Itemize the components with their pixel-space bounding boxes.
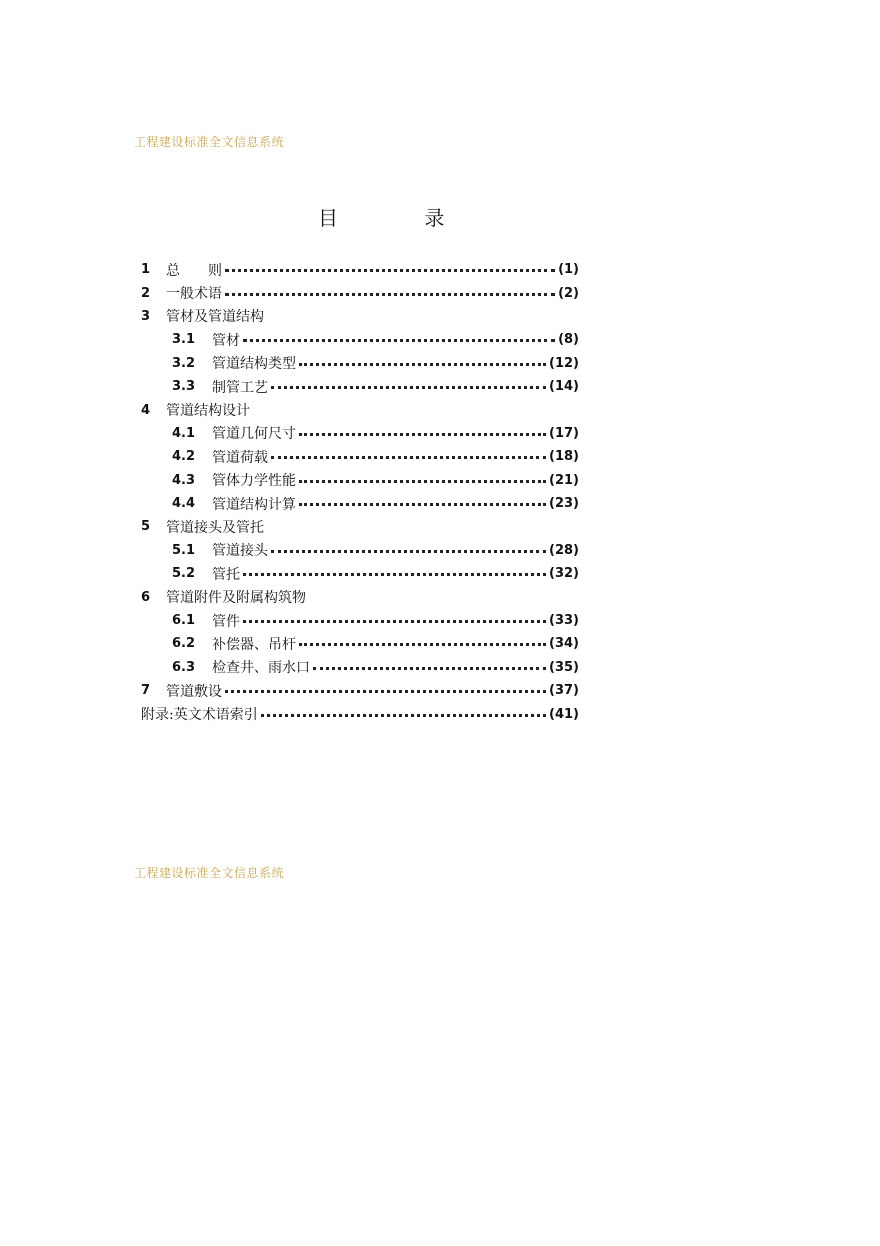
toc-entry-page: (37) (549, 683, 579, 699)
toc-entry[interactable] (141, 398, 579, 421)
toc-entry-page: (2) (558, 285, 579, 301)
toc-entry-label: 管材及管道结构 (166, 309, 264, 326)
toc-entry[interactable] (141, 609, 579, 632)
toc-entry[interactable] (141, 656, 579, 679)
toc-entry[interactable] (141, 422, 579, 445)
toc-entry-label: 附录:英文术语索引 (141, 707, 258, 724)
toc-entry-number: 4 (141, 402, 151, 418)
toc-entry-number: 3.1 (172, 332, 196, 348)
toc-entry-page: (1) (558, 262, 579, 278)
toc-entry-page: (8) (558, 332, 579, 348)
toc-entry-number: 4.4 (172, 496, 196, 512)
toc-entry-page: (35) (549, 659, 579, 675)
table-of-contents (141, 258, 579, 726)
toc-entry-label: 检查井、雨水口 (212, 660, 310, 677)
toc-entry-number: 4.1 (172, 425, 196, 441)
toc-entry[interactable] (141, 281, 579, 304)
toc-entry[interactable] (141, 702, 579, 725)
dot-leader (225, 293, 555, 296)
toc-entry[interactable] (141, 258, 579, 281)
toc-entry-label: 管道荷载 (212, 449, 268, 466)
toc-entry-page: (14) (549, 379, 579, 395)
toc-entry[interactable] (141, 585, 579, 608)
toc-entry-page: (33) (549, 613, 579, 629)
dot-leader (261, 714, 546, 717)
page-title: 目 录 (318, 206, 485, 230)
toc-entry-label: 管道结构设计 (166, 403, 250, 420)
toc-entry-label: 管托 (212, 566, 240, 583)
toc-entry-number: 3.2 (172, 355, 196, 371)
toc-entry-page: (28) (549, 542, 579, 558)
dot-leader (243, 620, 546, 623)
toc-entry[interactable] (141, 469, 579, 492)
toc-entry-page: (18) (549, 449, 579, 465)
dot-leader (313, 667, 546, 670)
toc-entry-number: 5.2 (172, 566, 196, 582)
toc-entry[interactable] (141, 492, 579, 515)
toc-entry-number: 5.1 (172, 542, 196, 558)
toc-entry[interactable] (141, 539, 579, 562)
toc-entry-number: 2 (141, 285, 151, 301)
toc-entry-label: 管材 (212, 332, 240, 349)
toc-entry-label: 制管工艺 (212, 379, 268, 396)
toc-entry[interactable] (141, 679, 579, 702)
toc-entry-number: 6.3 (172, 659, 196, 675)
toc-entry[interactable] (141, 515, 579, 538)
toc-entry[interactable] (141, 305, 579, 328)
toc-entry-label: 一般术语 (166, 286, 222, 303)
toc-entry-number: 3.3 (172, 379, 196, 395)
dot-leader (299, 503, 546, 506)
toc-entry-page: (34) (549, 636, 579, 652)
toc-entry-number: 4.2 (172, 449, 196, 465)
toc-entry-number: 6 (141, 589, 151, 605)
toc-entry-label: 管道结构计算 (212, 496, 296, 513)
toc-entry[interactable] (141, 632, 579, 655)
toc-entry-page: (41) (549, 706, 579, 722)
dot-leader (271, 386, 546, 389)
toc-entry-label: 管道接头及管托 (166, 519, 264, 536)
header-watermark: 工程建设标准全文信息系统 (134, 135, 285, 149)
toc-entry-page: (17) (549, 425, 579, 441)
toc-entry-number: 6.2 (172, 636, 196, 652)
dot-leader (225, 690, 546, 693)
toc-entry-number: 1 (141, 262, 151, 278)
dot-leader (271, 456, 546, 459)
toc-entry-number: 3 (141, 308, 151, 324)
toc-entry-label: 管件 (212, 613, 240, 630)
toc-entry-label: 管道几何尺寸 (212, 426, 296, 443)
toc-entry-page: (12) (549, 355, 579, 371)
toc-entry-label: 管道接头 (212, 543, 268, 560)
dot-leader (243, 339, 555, 342)
toc-entry[interactable] (141, 328, 579, 351)
dot-leader (225, 269, 555, 272)
dot-leader (299, 363, 546, 366)
toc-entry-number: 6.1 (172, 613, 196, 629)
toc-entry-label: 管道结构类型 (212, 356, 296, 373)
toc-entry-number: 4.3 (172, 472, 196, 488)
toc-entry-label: 补偿器、吊杆 (212, 636, 296, 653)
footer-watermark: 工程建设标准全文信息系统 (134, 866, 285, 880)
toc-entry-label: 管体力学性能 (212, 473, 296, 490)
toc-entry[interactable] (141, 352, 579, 375)
toc-entry-number: 7 (141, 683, 151, 699)
dot-leader (243, 573, 546, 576)
toc-entry-page: (23) (549, 496, 579, 512)
toc-entry-number: 5 (141, 519, 151, 535)
toc-entry[interactable] (141, 375, 579, 398)
toc-entry-page: (21) (549, 472, 579, 488)
dot-leader (299, 433, 546, 436)
toc-entry-page: (32) (549, 566, 579, 582)
dot-leader (271, 550, 546, 553)
dot-leader (299, 480, 546, 483)
toc-entry-label: 管道敷设 (166, 683, 222, 700)
toc-entry[interactable] (141, 562, 579, 585)
toc-entry-label: 总 则 (166, 262, 222, 279)
toc-entry[interactable] (141, 445, 579, 468)
dot-leader (299, 643, 546, 646)
toc-entry-label: 管道附件及附属构筑物 (166, 590, 306, 607)
